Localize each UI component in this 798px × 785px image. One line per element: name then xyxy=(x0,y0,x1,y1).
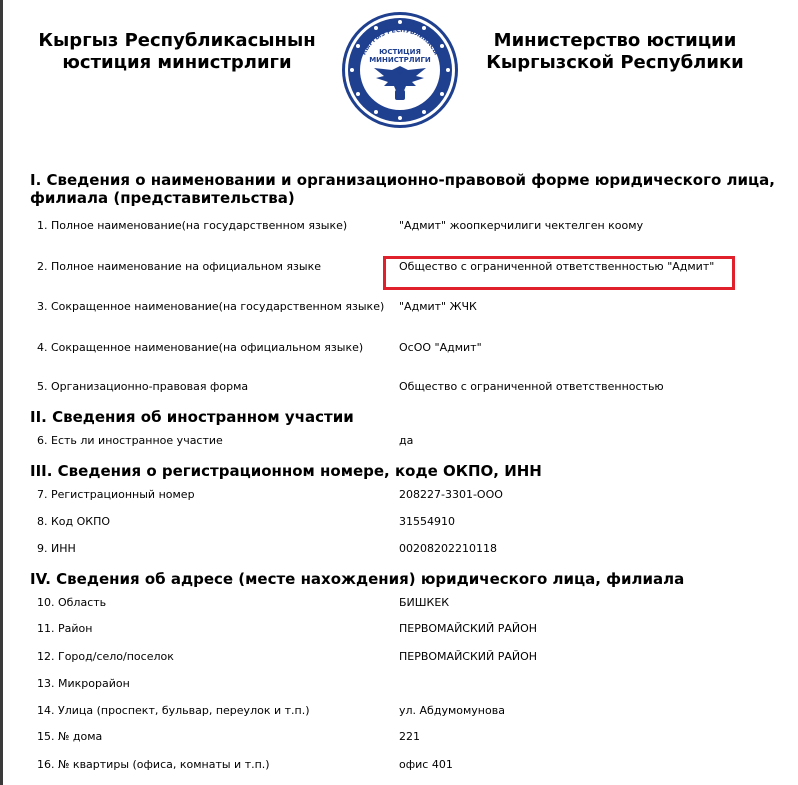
field-value: ПЕРВОМАЙСКИЙ РАЙОН xyxy=(399,622,538,635)
ministry-emblem-icon xyxy=(340,10,460,130)
field-label: 11. Район xyxy=(37,622,93,635)
field-value: ул. Абдумомунова xyxy=(399,704,505,717)
field-label: 9. ИНН xyxy=(37,542,76,555)
field-label: 13. Микрорайон xyxy=(37,677,130,690)
field-value: Общество с ограниченной ответственностью "Адмит" xyxy=(399,260,715,273)
field-value: да xyxy=(399,434,414,447)
highlight-box xyxy=(383,256,735,290)
svg-text:ЮСТИЦИЯ: ЮСТИЦИЯ xyxy=(379,48,421,56)
section-title-4: IV. Сведения об адресе (месте нахождения) юридического лица, филиала xyxy=(30,570,685,588)
section-title-3: III. Сведения о регистрационном номере, коде ОКПО, ИНН xyxy=(30,462,542,480)
svg-text:МИНИСТРЛИГИ: МИНИСТРЛИГИ xyxy=(369,56,431,64)
field-label: 5. Организационно-правовая форма xyxy=(37,380,249,393)
field-value: 221 xyxy=(399,730,420,743)
document-header xyxy=(0,0,798,160)
section-title-2: II. Сведения об иностранном участии xyxy=(30,408,354,426)
svg-text:КЫРГЫЗ РЕСПУБЛИКАСЫ: КЫРГЫЗ РЕСПУБЛИКАСЫ xyxy=(360,26,440,57)
field-value: ОсОО "Адмит" xyxy=(399,341,482,354)
field-label: 3. Сокращенное наименование(на государственном языке) xyxy=(37,300,385,313)
field-label: 12. Город/село/поселок xyxy=(37,650,174,663)
field-label: 10. Область xyxy=(37,596,107,609)
header-title-kyrgyz: Кыргыз Республикасынын юстиция министрлиги xyxy=(38,30,316,73)
field-label: 14. Улица (проспект, бульвар, переулок и т.п.) xyxy=(37,704,310,717)
field-value: "Адмит" ЖЧК xyxy=(399,300,477,313)
field-label: 16. № квартиры (офиса, комнаты и т.п.) xyxy=(37,758,270,771)
field-label: 4. Сокращенное наименование(на официальном языке) xyxy=(37,341,364,354)
field-value: 00208202210118 xyxy=(399,542,497,555)
field-label: 6. Есть ли иностранное участие xyxy=(37,434,223,447)
field-value: офис 401 xyxy=(399,758,453,771)
field-value: ПЕРВОМАЙСКИЙ РАЙОН xyxy=(399,650,538,663)
field-label: 15. № дома xyxy=(37,730,103,743)
header-title-russian: Министерство юстиции Кыргызской Республики xyxy=(486,30,744,73)
field-label: 1. Полное наименование(на государственном языке) xyxy=(37,219,348,232)
field-label: 7. Регистрационный номер xyxy=(37,488,195,501)
section-title-1: I. Сведения о наименовании и организационно-правовой форме юридического лица, филиала (представительства) xyxy=(30,171,775,207)
field-label: 8. Код ОКПО xyxy=(37,515,111,528)
field-label: 2. Полное наименование на официальном языке xyxy=(37,260,321,273)
field-value: 208227-3301-ООО xyxy=(399,488,503,501)
field-value: Общество с ограниченной ответственностью xyxy=(399,380,664,393)
field-value: "Адмит" жоопкерчилиги чектелген коому xyxy=(399,219,644,232)
field-value: БИШКЕК xyxy=(399,596,450,609)
field-value: 31554910 xyxy=(399,515,455,528)
